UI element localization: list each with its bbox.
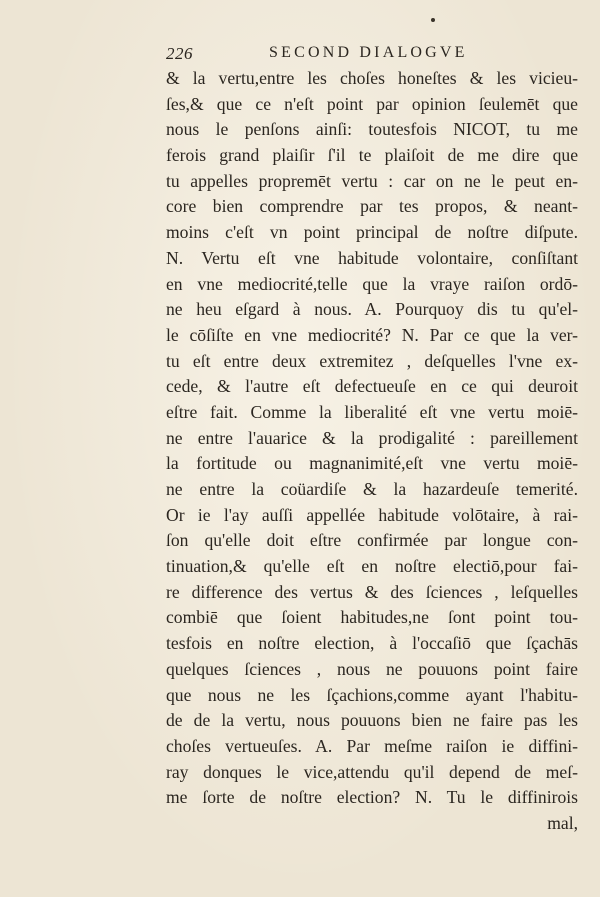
text-line: quelques ſciences , nous ne pouuons point faire [166,658,578,679]
text-line: ſes,& que ce n'eſt point par opinion ſeulemēt que [166,93,578,114]
text-line: tu appelles propremēt vertu : car on ne le peut en- [166,170,578,191]
text-line: la fortitude ou magnanimité,eſt vne vertu moiē- [166,453,578,474]
text-line: Or ie l'ay auſſi appellée habitude volōtaire, à rai- [166,504,578,525]
text-line: tesfois en noſtre election, à l'occaſiō que ſçachās [166,633,578,654]
text-line: N. Vertu eſt vne habitude volontaire, conſiſtant [166,247,578,268]
text-line: ne entre la coüardiſe & la hazardeuſe temerité. [166,479,578,499]
text-line: core bien comprendre par tes propos, & neant- [166,196,578,217]
text-line: nous le penſons ainſi: toutesfois NICOT, tu me [166,119,578,140]
text-line: que nous ne les ſçachions,comme ayant l'habitu- [166,684,578,705]
text-line: me ſorte de noſtre election? N. Tu le diffinirois [166,787,578,808]
text-line: ne heu eſgard à nous. A. Pourquoy dis tu qu'el- [166,299,578,320]
text-line: ne entre l'auarice & la prodigalité : pareillement [166,427,578,448]
text-line: tinuation,& qu'elle eſt en noſtre electiō,pour fai- [166,556,578,577]
text-line: re difference des vertus & des ſciences , leſquelles [166,581,578,602]
text-line: ſon qu'elle doit eſtre confirmée par longue con- [166,530,578,551]
ink-speck [431,18,435,22]
text-line: eſtre fait. Comme la liberalité eſt vne vertu moiē- [166,401,578,422]
text-line: ferois grand plaiſir ſ'il te plaiſoit de me dire que [166,145,578,166]
text-line: ray donques le vice,attendu qu'il depend de meſ- [166,761,578,782]
text-line: combiē que ſoient habitudes,ne ſont point tou- [166,607,578,628]
text-line: en vne mediocrité,telle que la vraye raiſon ordō- [166,273,578,294]
text-line: de de la vertu, nous pouuons bien ne faire pas les [166,710,578,731]
text-line: cede, & l'autre eſt defectueuſe en ce qui deuroit [166,376,578,397]
running-head: SECOND DIALOGVE [269,44,468,61]
page-number: 226 [166,44,193,63]
text-line: moins c'eſt vn point principal de noſtre diſpute. [166,222,578,243]
text-line: mal, [547,812,578,833]
text-line: & la vertu,entre les choſes honeſtes & les vicieu- [166,68,578,88]
body-text [166,66,578,837]
text-line: choſes vertueuſes. A. Par meſme raiſon ie diffini- [166,735,578,756]
text-line: le cōſiſte en vne mediocrité? N. Par ce que la ver- [166,324,578,345]
text-line: tu eſt entre deux extremitez , deſquelles l'vne ex- [166,350,578,371]
